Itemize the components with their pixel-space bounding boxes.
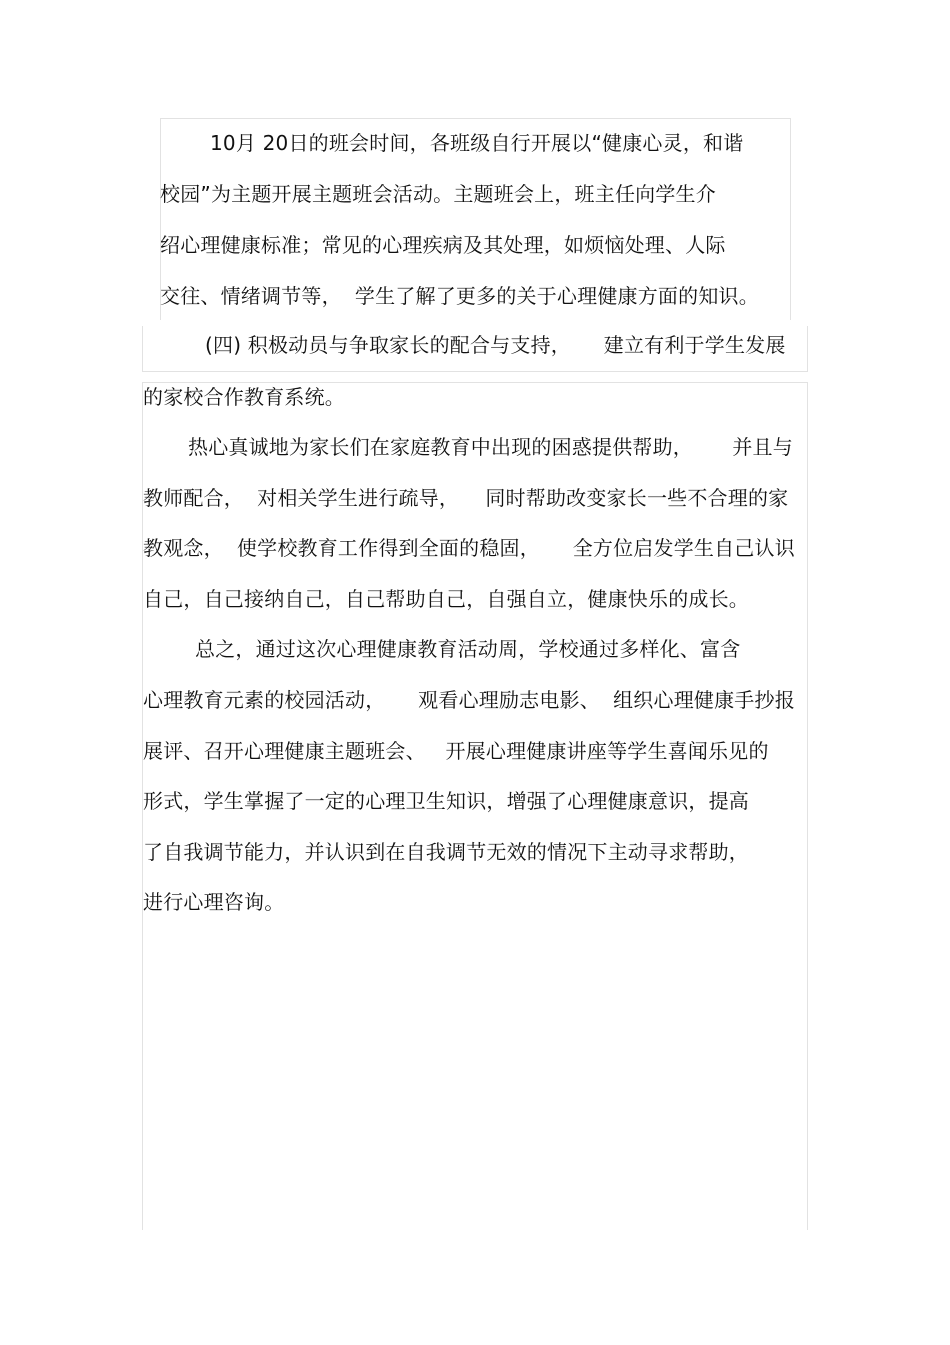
paragraph-line: 心理教育元素的校园活动， 观看心理励志电影、 组织心理健康手抄报 — [143, 688, 795, 712]
paragraph-line: 的家校合作教育系统。 — [143, 385, 345, 409]
section-heading-line: (四) 积极动员与争取家长的配合与支持， 建立有利于学生发展 — [205, 333, 786, 357]
paragraph-line: 教观念， 使学校教育工作得到全面的稳固， 全方位启发学生自己认识 — [143, 536, 795, 560]
paragraph-line: 绍心理健康标准；常见的心理疾病及其处理，如烦恼处理、人际 — [160, 233, 726, 257]
paragraph-line: 进行心理咨询。 — [143, 890, 285, 914]
paragraph-line: 了自我调节能力，并认识到在自我调节无效的情况下主动寻求帮助， — [143, 840, 749, 864]
paragraph-line: 展评、召开心理健康主题班会、 开展心理健康讲座等学生喜闻乐见的 — [143, 739, 769, 763]
paragraph-line: 总之，通过这次心理健康教育活动周，学校通过多样化、富含 — [195, 637, 741, 661]
paragraph-line: 教师配合， 对相关学生进行疏导， 同时帮助改变家长一些不合理的家 — [143, 486, 789, 510]
paragraph-line: 自己，自己接纳自己，自己帮助自己，自强自立，健康快乐的成长。 — [143, 587, 749, 611]
paragraph-line: 10月 20日的班会时间，各班级自行开展以“健康心灵，和谐 — [210, 131, 744, 155]
paragraph-line: 形式，学生掌握了一定的心理卫生知识，增强了心理健康意识，提高 — [143, 789, 749, 813]
paragraph-line: 热心真诚地为家长们在家庭教育中出现的困惑提供帮助， 并且与 — [188, 435, 793, 459]
paragraph-line: 交往、情绪调节等， 学生了解了更多的关于心理健康方面的知识。 — [160, 284, 759, 308]
paragraph-line: 校园”为主题开展主题班会活动。主题班会上，班主任向学生介 — [160, 182, 716, 206]
